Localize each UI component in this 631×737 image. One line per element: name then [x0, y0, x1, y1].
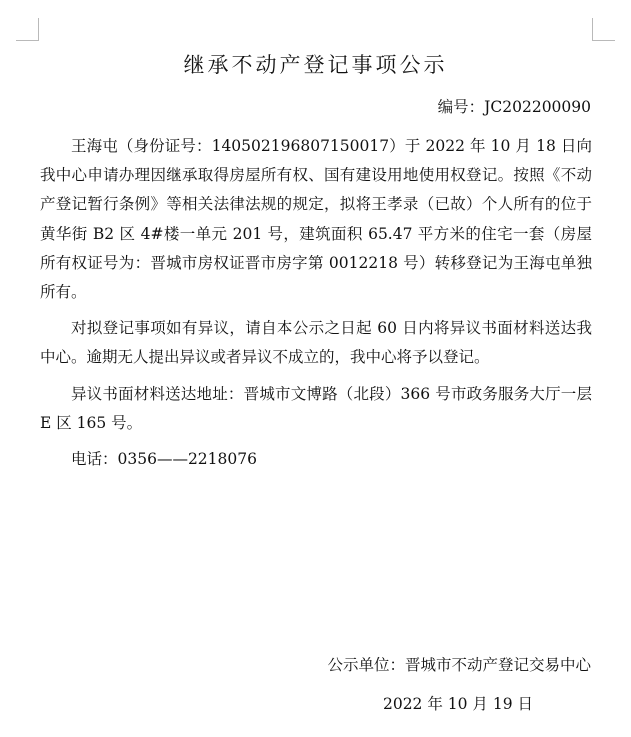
paragraph-objection-notice: 对拟登记事项如有异议，请自本公示之日起 60 日内将异议书面材料送达我中心。逾期无人提出异议或者异议不成立的，我中心将予以登记。	[40, 319, 592, 367]
page-corner-mark-top-right	[592, 18, 615, 41]
document-title: 继承不动产登记事项公示	[183, 53, 448, 77]
paragraph-phone: 电话：0356——2218076	[71, 450, 257, 469]
publish-date: 2022 年 10 月 19 日	[382, 695, 533, 713]
publisher-unit: 公示单位：晋城市不动产登记交易中心	[327, 656, 591, 674]
page-corner-mark-top-left	[16, 18, 39, 41]
paragraph-application: 王海屯（身份证号：140502196807150017）于 2022 年 10 月 18 日向我中心申请办理因继承取得房屋所有权、国有建设用地使用权登记。按照《不动产登记暂行条例》等相关法律法规的规定，拟将王孝录（已故）个人所有的位于黄华街 B2 区 4#楼一单元 201 号，建筑面积 65.47 平方米的住宅一套（房屋所有权证号为：晋城市房权证晋市房字第 0012218 号）转移登记为王海屯单独所有。	[40, 137, 592, 302]
document-number: 编号：JC202200090	[437, 98, 591, 116]
document-body	[40, 132, 592, 481]
paragraph-delivery-address: 异议书面材料送达地址：晋城市文博路（北段）366 号市政务服务大厅一层 E 区 165 号。	[40, 384, 592, 432]
